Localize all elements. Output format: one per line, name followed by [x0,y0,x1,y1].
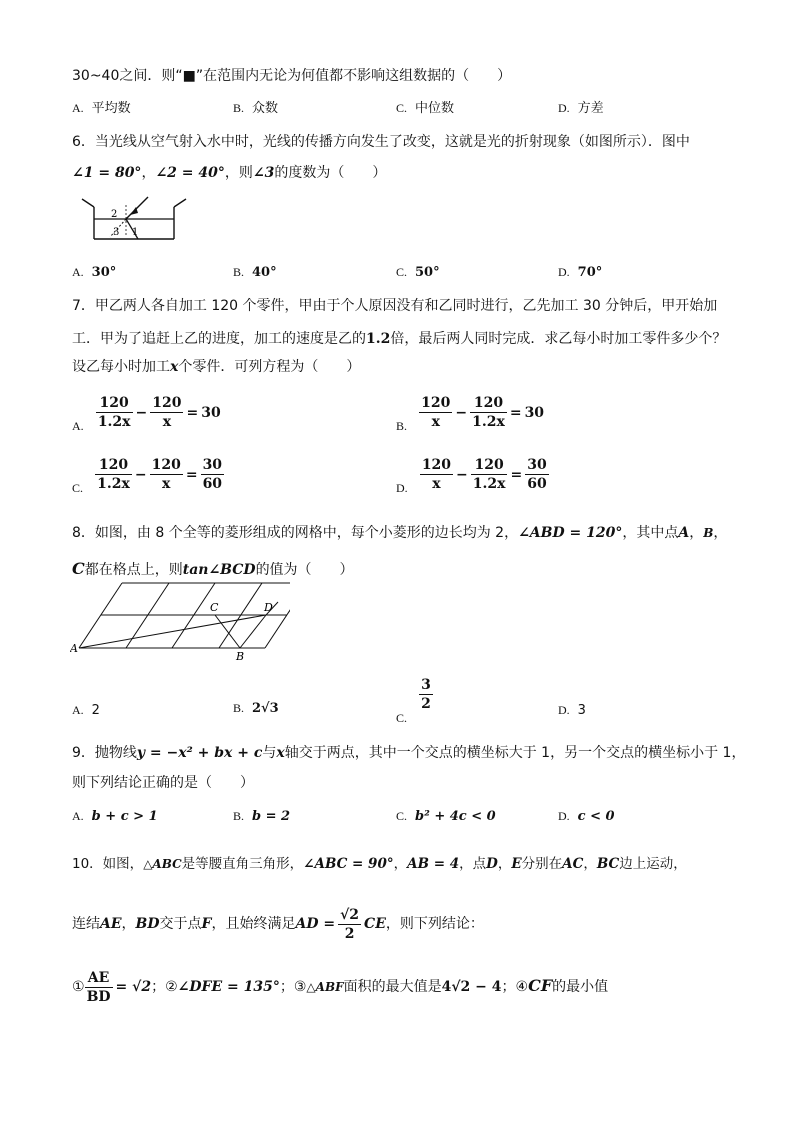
q10-stem: 10．如图，△ABC是等腰直角三角形，∠ABC = 90°，AB = 4，点D，E分别在AC，BC边上运动， [72,856,687,872]
container-right-rim [174,199,186,207]
q7-factor: 1.2 [366,331,391,347]
q8-option-c[interactable]: C. $\frac{3}{2}$ [396,677,431,725]
q5-option-d[interactable]: D. 方差 [558,101,604,116]
q9-option-c[interactable]: C. b² + 4c < 0 [396,809,496,824]
rhombus-grid-figure [70,580,290,662]
q8-stem-2: C都在格点上，则tan∠BCD的值为（ ） [72,559,354,578]
q7-stem: 7．甲乙两人各自加工 120 个零件，甲由于个人原因没有和乙同时进行，乙先加工 30 分钟后，甲开始加 [72,298,718,314]
q6-angle3: ∠3 [252,165,275,181]
q5-option-b[interactable]: B. 众数 [233,101,279,116]
q10-stem-3: ① $\frac{AE}{BD}$ = √2；②∠DFE = 135°；③△ABF面积的最大值是4√2 − 4；④CF的最小值 [72,969,609,1005]
q8-tan: tan∠BCD [182,562,256,578]
q9-expr: y = −x² + bx + c [136,745,263,761]
q9-stem-2: 则下列结论正确的是（ ） [72,775,254,791]
q8-option-a[interactable]: A. 2 [72,703,100,718]
fig-label-2: 2 [111,209,118,220]
q8-option-b[interactable]: B. 2√3 [233,701,279,716]
q6-option-b[interactable]: B. 40° [233,265,277,280]
q6-angle1: ∠1 = 80° [72,165,142,181]
q7-option-a[interactable]: A. $\frac{120}{1.2x}$ − $\frac{120}{x}$ = 30 [72,395,221,433]
fig-point-a: A [70,642,78,655]
q6-stem-2: ∠1 = 80°，∠2 = 40°，则∠3的度数为（ ） [72,165,387,181]
q6-option-a[interactable]: A. 30° [72,265,117,280]
q6-angle2: ∠2 = 40° [155,165,225,181]
q6-option-c[interactable]: C. 50° [396,265,440,280]
q8-angle: ∠ABD = 120° [518,525,623,541]
incident-ray [126,197,148,219]
q7-option-d[interactable]: D. $\frac{120}{x}$ − $\frac{120}{1.2x}$ = $\frac{30}{60}$ [396,457,547,495]
q10-stem-2: 连结AE，BD交于点F，且始终满足AD = $\frac{√2}{2}$ CE，则下列结论： [72,906,484,942]
q6-stem: 6．当光线从空气射入水中时，光线的传播方向发生了改变，这就是光的折射现象（如图所示）．图中 [72,134,690,150]
fig-label-1: 1 [132,227,139,238]
q5-stem [72,66,511,86]
q5-option-a[interactable]: A. 平均数 [72,101,131,116]
q9-option-b[interactable]: B. b = 2 [233,809,291,824]
q6-option-d[interactable]: D. 70° [558,265,603,280]
q9-stem: 9．抛物线y = −x² + bx + c与x轴交于两点，其中一个交点的横坐标大于 1，另一个交点的横坐标小于 1， [72,745,746,761]
q5-option-c[interactable]: C. 中位数 [396,101,455,116]
q7-option-c[interactable]: C. $\frac{120}{1.2x}$ − $\frac{120}{x}$ = $\frac{30}{60}$ [72,457,223,495]
q7-stem-3: 设乙每小时加工x个零件．可列方程为（ ） [72,359,361,375]
fig-label-3: 3 [113,227,120,238]
fig-point-c: C [210,601,219,614]
fig-point-d: D [264,601,273,614]
q5-stem-text: 30~40之间．则“■”在范围内无论为何值都不影响这组数据的（ ） [72,68,512,84]
refraction-figure [80,193,200,245]
q8-option-d[interactable]: D. 3 [558,703,586,718]
container-left-rim [82,199,94,207]
q8-stem: 8．如图，由 8 个全等的菱形组成的网格中，每个小菱形的边长均为 2，∠ABD = 120°，其中点A，B， [72,525,728,541]
fig-point-b: B [236,650,245,662]
q7-stem-2: 工．甲为了追赶上乙的进度，加工的速度是乙的1.2倍，最后两人同时完成．求乙每小时加工零件多少个？ [72,331,727,347]
q9-option-a[interactable]: A. b + c > 1 [72,809,158,824]
q7-option-b[interactable]: B. $\frac{120}{x}$ − $\frac{120}{1.2x}$ = 30 [396,395,545,433]
q9-option-d[interactable]: D. c < 0 [558,809,615,824]
